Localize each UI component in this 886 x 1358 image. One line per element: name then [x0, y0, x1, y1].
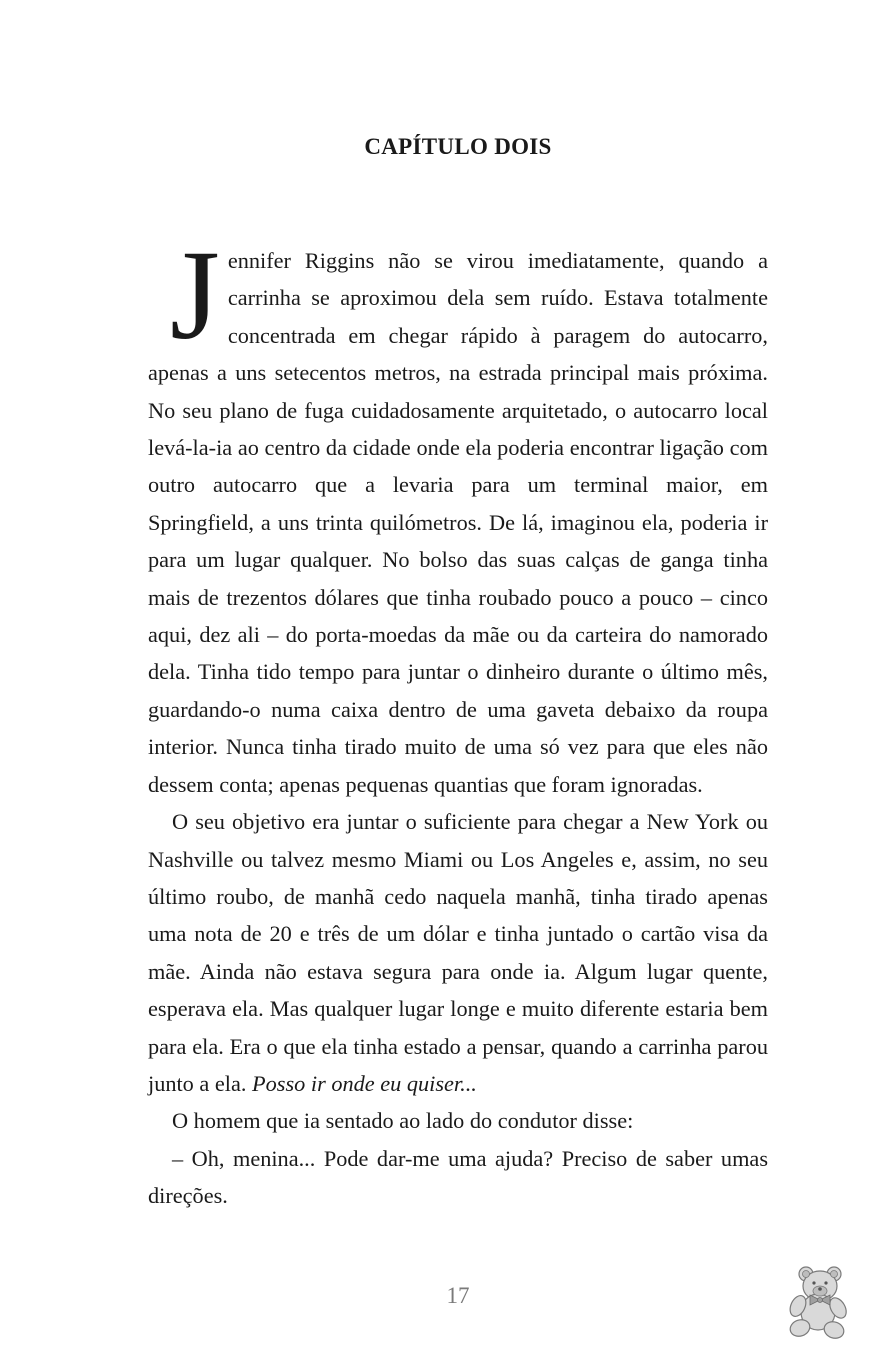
chapter-body: [148, 224, 768, 1215]
teddy-bear-icon: [778, 1262, 860, 1340]
paragraph-1-text: ennifer Riggins não se virou imediatamente, quando a carrinha se aproximou dela sem ruído. Estava totalmente concentrada em chegar rápido à paragem do autocarro, apenas a uns setecentos metros, na estrada principal mais próxima. No seu plano de fuga cuidadosamente arquitetado, o autocarro local levá-la-ia ao centro da cidade onde ela poderia encontrar ligação com outro autocarro que a levaria para um terminal maior, em Springfield, a uns trinta quilómetros. De lá, imaginou ela, poderia ir para um lugar qualquer. No bolso das suas calças de ganga tinha mais de trezentos dólares que tinha roubado pouco a pouco – cinco aqui, dez ali – do porta-moedas da mãe ou da carteira do namorado dela. Tinha tido tempo para juntar o dinheiro durante o último mês, guardando-o numa caixa dentro de uma gaveta debaixo da roupa interior. Nunca tinha tirado muito de uma só vez para que eles não dessem conta; apenas pequenas quantias que foram ignoradas.: [148, 248, 768, 797]
paragraph-2: [148, 803, 768, 1102]
paragraph-4-text: – Oh, menina... Pode dar-me uma ajuda? Preciso de saber umas direções.: [148, 1145, 768, 1209]
paragraph-3: [148, 1102, 768, 1139]
chapter-title: CAPÍTULO DOIS: [364, 134, 552, 159]
paragraph-3-text: O homem que ia sentado ao lado do condutor disse:: [172, 1108, 634, 1134]
page-number: 17: [446, 1283, 470, 1308]
paragraph-2-text: O seu objetivo era juntar o suficiente para chegar a New York ou Nashville ou talvez mesmo Miami ou Los Angeles e, assim, no seu último roubo, de manhã cedo naquela manhã, tinha tirado apenas uma nota de 20 e três de um dólar e tinha juntado o cartão visa da mãe. Ainda não estava segura para onde ia. Algum lugar quente, esperava ela. Mas qualquer lugar longe e muito diferente estaria bem para ela. Era o que ela tinha estado a pensar, quando a carrinha parou junto a ela.: [148, 809, 768, 1096]
paragraph-2-italic-thought: Posso ir onde eu quiser...: [252, 1070, 477, 1096]
paragraph-4: [148, 1140, 768, 1215]
paragraph-1: [148, 224, 768, 803]
drop-cap: J: [170, 224, 220, 366]
